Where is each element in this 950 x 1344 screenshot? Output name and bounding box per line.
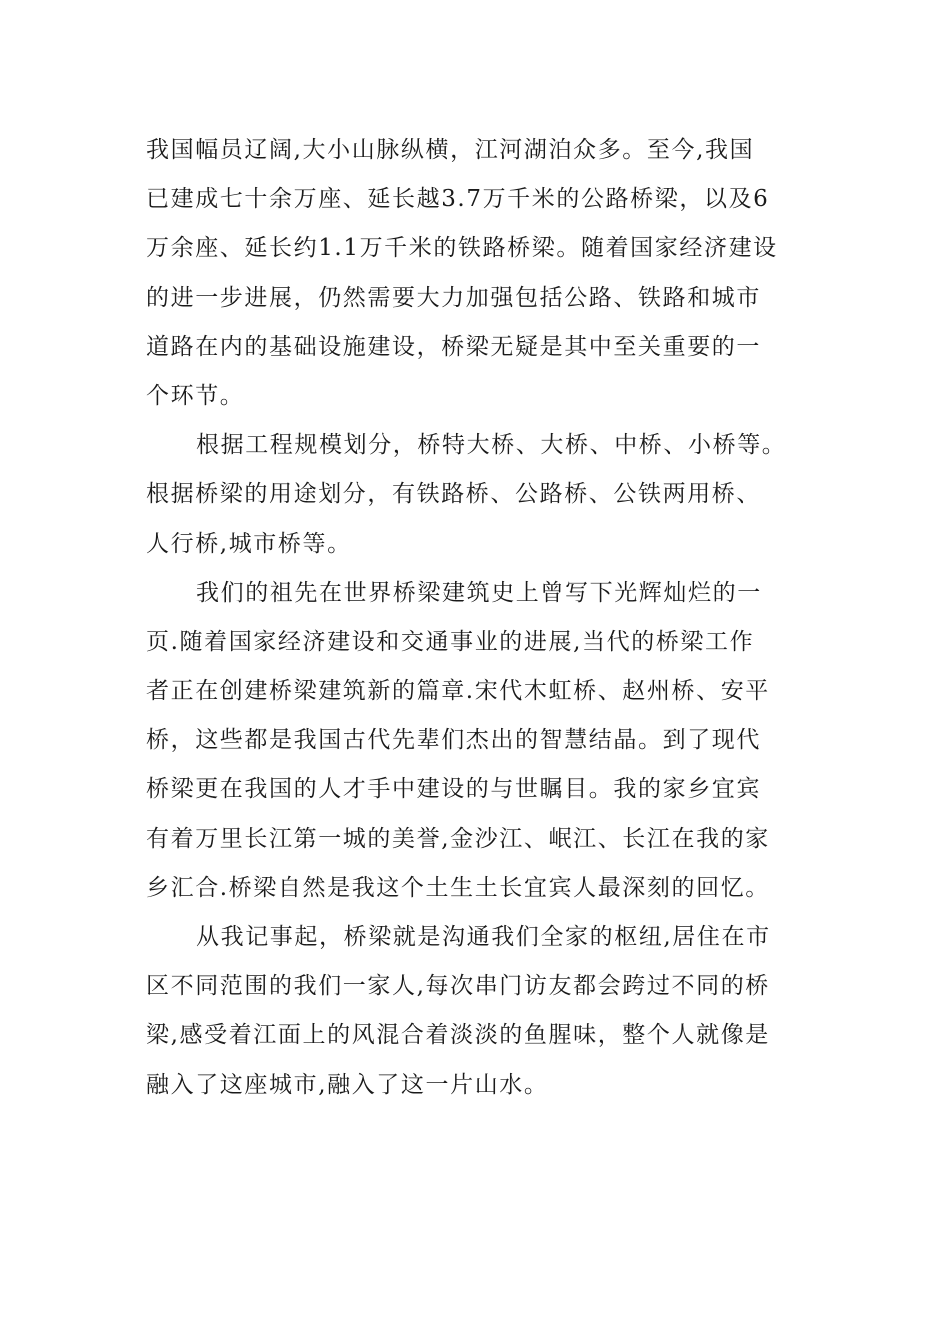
paragraph-line: 根据工程规模划分，桥特大桥、大桥、中桥、小桥等。 (196, 432, 787, 459)
paragraph-line: 有着万里长江第一城的美誉,金沙江、岷江、长江在我的家 (146, 825, 770, 852)
document-body (146, 126, 818, 1110)
paragraph-line: 万余座、延长约1.1万千米的铁路桥梁。随着国家经济建设 (146, 235, 778, 262)
paragraph-line: 桥，这些都是我国古代先辈们杰出的智慧结晶。到了现代 (146, 727, 761, 754)
paragraph-line: 融入了这座城市,融入了这一片山水。 (146, 1071, 549, 1098)
paragraph-line: 道路在内的基础设施建设，桥梁无疑是其中至关重要的一 (146, 333, 761, 360)
paragraph-2 (146, 421, 818, 569)
paragraph-line: 从我记事起，桥梁就是沟通我们全家的枢纽,居住在市 (196, 924, 771, 950)
paragraph-line: 我们的祖先在世界桥梁建筑史上曾写下光辉灿烂的一 (196, 579, 762, 606)
paragraph-line: 根据桥梁的用途划分，有铁路桥、公路桥、公铁两用桥、 (146, 481, 761, 508)
paragraph-line: 人行桥,城市桥等。 (146, 530, 352, 557)
paragraph-line: 乡汇合.桥梁自然是我这个土生土长宜宾人最深刻的回忆。 (146, 874, 770, 901)
paragraph-line: 梁,感受着江面上的风混合着淡淡的鱼腥味，整个人就像是 (146, 1022, 770, 1049)
paragraph-line: 个环节。 (146, 382, 245, 409)
paragraph-line: 已建成七十余万座、延长越3.7万千米的公路桥梁，以及6 (146, 186, 770, 213)
paragraph-line: 页.随着国家经济建设和交通事业的进展,当代的桥梁工作 (146, 628, 755, 655)
paragraph-1 (146, 126, 818, 421)
paragraph-line: 桥梁更在我国的人才手中建设的与世瞩目。我的家乡宜宾 (146, 776, 761, 803)
paragraph-line: 区不同范围的我们一家人,每次串门访友都会跨过不同的桥 (146, 973, 770, 1000)
paragraph-4 (146, 913, 818, 1110)
paragraph-line: 者正在创建桥梁建筑新的篇章.宋代木虹桥、赵州桥、安平 (146, 678, 770, 705)
paragraph-line: 的进一步进展，仍然需要大力加强包括公路、铁路和城市 (146, 284, 761, 311)
paragraph-line: 我国幅员辽阔,大小山脉纵横，江河湖泊众多。至今,我国 (146, 137, 755, 163)
paragraph-3 (146, 569, 818, 913)
